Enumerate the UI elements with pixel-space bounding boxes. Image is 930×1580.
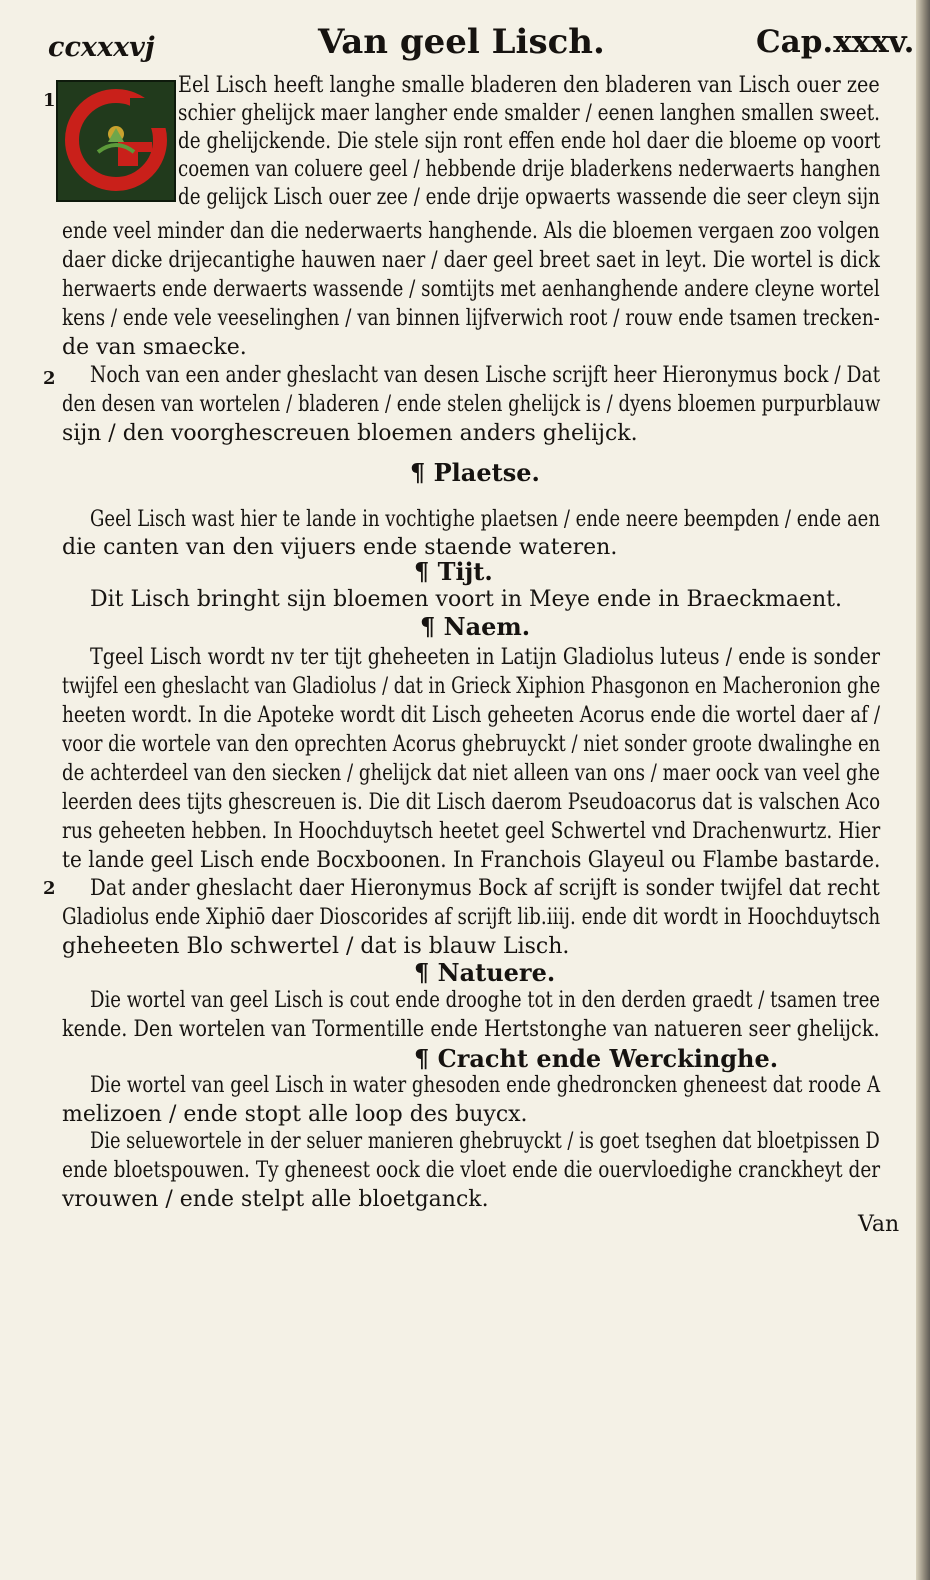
text-line: de gelijck Lisch ouer zee / ende drije opwaerts wassende die seer cleyn sijn xyxy=(178,185,880,210)
decorated-initial xyxy=(56,80,176,202)
text-line: Eel Lisch heeft langhe smalle bladeren den bladeren van Lisch ouer zee xyxy=(178,73,880,98)
page-spine-shadow xyxy=(916,0,930,1580)
text-line: sijn / den voorghescreuen bloemen anders ghelijck. xyxy=(62,421,638,446)
text-line: Die wortel van geel Lisch is cout ende drooghe tot in den derden graedt / tsamen tree xyxy=(90,988,880,1013)
text-line: coemen van coluere geel / hebbende drije bladerkens nederwaerts hanghen xyxy=(178,157,881,182)
text-line: voor die wortele van den oprechten Acorus ghebruyckt / niet sonder groote dwalinghe en xyxy=(62,732,881,757)
margin-number-1: 1 xyxy=(43,90,56,111)
text-line: ende bloetspouwen. Ty gheneest oock die vloet ende die ouervloedighe cranckheyt der xyxy=(62,1158,881,1183)
text-line: Noch van een ander gheslacht van desen Lische scrijft heer Hieronymus bock / Dat xyxy=(90,363,881,388)
folio-number: ccxxxvj xyxy=(48,32,155,63)
text-line: Die seluewortele in der seluer manieren ghebruyckt / is goet tseghen dat bloetpissen D xyxy=(90,1129,880,1154)
margin-number-3: 2 xyxy=(43,878,56,899)
margin-number-2: 2 xyxy=(43,368,56,389)
section-heading-naem: ¶ Naem. xyxy=(420,612,531,641)
catchword: Van xyxy=(858,1212,900,1237)
text-line: kende. Den wortelen van Tormentille ende Hertstonghe van natueren seer ghelijck. xyxy=(62,1017,880,1042)
text-line: kens / ende vele veeselinghen / van binnen lijfverwich root / rouw ende tsamen trecken- xyxy=(62,306,880,331)
text-line: den desen van wortelen / bladeren / ende stelen ghelijck is / dyens bloemen purpurblauw xyxy=(62,392,881,417)
text-line: te lande geel Lisch ende Bocxboonen. In Franchois Glayeul ou Flambe bastarde. xyxy=(62,848,881,873)
text-line: die canten van den vijuers ende staende wateren. xyxy=(62,535,618,560)
text-line: de van smaecke. xyxy=(62,335,247,360)
text-line: herwaerts ende derwaerts wassende / somtijts met aenhanghende andere cleyne wortel xyxy=(62,277,880,302)
section-heading-natuere: ¶ Natuere. xyxy=(414,958,556,987)
text-line: Die wortel van geel Lisch in water ghesoden ende ghedroncken gheneest dat roode A xyxy=(90,1073,881,1098)
text-line: melizoen / ende stopt alle loop des buycx. xyxy=(62,1102,528,1127)
text-line: Dit Lisch bringht sijn bloemen voort in Meye ende in Braeckmaent. xyxy=(90,587,842,612)
text-line: vrouwen / ende stelpt alle bloetganck. xyxy=(62,1187,489,1212)
text-line: heeten wordt. In die Apoteke wordt dit Lisch geheeten Acorus ende die wortel daer af / xyxy=(62,703,881,728)
text-line: twijfel een gheslacht van Gladiolus / dat in Grieck Xiphion Phasgonon en Macheronion ghe xyxy=(62,674,881,699)
page-title: Van geel Lisch. xyxy=(318,22,605,62)
text-line: Geel Lisch wast hier te lande in vochtighe plaetsen / ende neere beempden / ende aen xyxy=(90,507,880,532)
text-line: de achterdeel van den siecken / ghelijck dat niet alleen van ons / maer oock van veel ghe xyxy=(62,761,881,786)
section-heading-plaetse: ¶ Plaetse. xyxy=(410,458,540,487)
text-line: de ghelijckende. Die stele sijn ront effen ende hol daer die bloeme op voort xyxy=(178,129,881,154)
chapter-number: Cap.xxxv. xyxy=(756,24,915,60)
text-line: Gladiolus ende Xiphiō daer Dioscorides af scrijft lib.iiij. ende dit wordt in Hoochduytsch xyxy=(62,905,881,930)
floral-ornament-icon xyxy=(58,82,174,200)
text-line: rus geheeten hebben. In Hoochduytsch heetet geel Schwertel vnd Drachenwurtz. Hier xyxy=(62,819,881,844)
text-line: Dat ander gheslacht daer Hieronymus Bock af scrijft is sonder twijfel dat recht xyxy=(90,876,880,901)
text-line: ende veel minder dan die nederwaerts hanghende. Als die bloemen vergaen zoo volgen xyxy=(62,219,880,244)
text-line: schier ghelijck maer langher ende smalder / eenen langhen smallen sweet. xyxy=(178,101,881,126)
text-line: daer dicke drijecantighe hauwen naer / daer geel breet saet in leyt. Die wortel is dick xyxy=(62,248,880,273)
text-line: gheheeten Blo schwertel / dat is blauw Lisch. xyxy=(62,934,570,959)
running-header xyxy=(0,18,915,66)
section-heading-tijt: ¶ Tijt. xyxy=(414,557,493,586)
text-line: leerden dees tijts ghescreuen is. Die dit Lisch daerom Pseudoacorus dat is valschen Aco xyxy=(62,790,881,815)
section-heading-cracht: ¶ Cracht ende Werckinghe. xyxy=(414,1044,779,1073)
text-line: Tgeel Lisch wordt nv ter tijt gheheeten in Latijn Gladiolus luteus / ende is sonder xyxy=(90,645,880,670)
